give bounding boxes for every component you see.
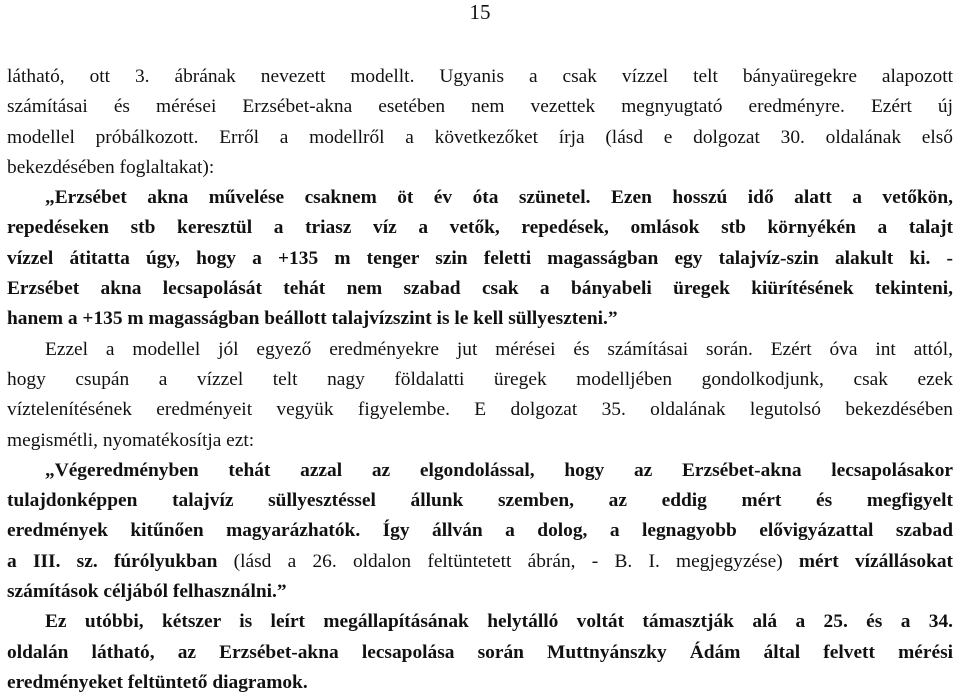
text-run: [591, 187, 611, 208]
bold-text-run: Ez utóbbi, kétszer is leírt megállapításának helytálló voltát támasztják alá a 25. és a 34.: [45, 611, 953, 633]
quote-line: [7, 244, 953, 274]
paragraph-line: [7, 153, 953, 183]
paragraph-line: [7, 668, 953, 698]
paragraph-line: [7, 426, 953, 456]
bold-text-run: tulajdonképpen talajvíz süllyesztéssel állunk szemben, az eddig mért és megfigyelt: [7, 490, 953, 512]
quote-line: [7, 547, 953, 577]
bold-text-run: mért vízállásokat: [798, 550, 954, 572]
text-run: hogy csupán a vízzel telt nagy földalatti üregek modelljében gondolkodjunk, csak ezek: [7, 368, 953, 390]
quote-line: [7, 577, 953, 607]
text-run: bekezdésében foglaltakat):: [7, 156, 215, 178]
text-run: (lásd a 26. oldalon feltüntetett ábrán, - B. I. megjegyzése): [217, 550, 799, 572]
quote-line: [7, 516, 953, 546]
paragraph-line: [7, 335, 953, 365]
document-body: [7, 62, 953, 698]
paragraph-line: [7, 62, 953, 92]
bold-text-run: hanem a +135 m magasságban beállott talajvízszint is le kell süllyeszteni.”: [7, 308, 618, 330]
bold-text-run: számítások céljából felhasználni.”: [7, 581, 287, 603]
paragraph-line: [7, 365, 953, 395]
text-run: látható, ott 3. ábrának nevezett modellt. Ugyanis a csak vízzel telt bányaüregekre alapozott: [7, 66, 953, 87]
bold-text-run: „Erzsébet akna művelése csaknem öt év óta szünetel.: [45, 187, 591, 209]
paragraph-line: [7, 607, 953, 637]
quote-line: [7, 486, 953, 516]
quote-line: [7, 304, 953, 334]
paragraph-line: [7, 638, 953, 668]
bold-text-run: repedéseken stb keresztül a triasz víz a vetők, repedések, omlások stb környékén a talajt: [7, 217, 953, 239]
bold-text-run: vízzel átitatta úgy, hogy a +135 m tenger szin feletti magasságban egy talajvíz-szin alakult ki. -: [7, 247, 953, 269]
text-run: számításai és mérései Erzsébet-akna esetében nem vezettek megnyugtató eredményre. Ezért új: [7, 96, 953, 118]
text-run: megismétli, nyomatékosítja ezt:: [7, 429, 255, 451]
bold-text-run: eredmények kitűnően magyarázhatók. Így állván a dolog, a legnagyobb elővigyázattal szabad: [7, 520, 953, 542]
text-run: Ezzel a modellel jól egyező eredményekre jut mérései és számításai során. Ezért óva int attól,: [45, 338, 953, 360]
paragraph-line: [7, 395, 953, 425]
text-run: víztelenítésének eredményeit vegyük figyelembe. E dolgozat 35. oldalának legutolsó bekezdésében: [7, 399, 953, 421]
page-number: 15: [469, 0, 491, 24]
bold-text-run: oldalán látható, az Erzsébet-akna lecsapolása során Muttnyánszky Ádám által felvett mérési: [7, 641, 953, 663]
quote-line: [7, 213, 953, 243]
bold-text-run: Erzsébet akna lecsapolását tehát nem szabad csak a bányabeli üregek kiürítésének tekinteni,: [7, 278, 953, 300]
bold-text-run: eredményeket feltüntető diagramok.: [7, 671, 308, 693]
paragraph-line: [7, 92, 953, 122]
quote-line: [7, 183, 953, 213]
bold-text-run: a III. sz. fúrólyukban: [7, 550, 218, 572]
quote-line: [7, 274, 953, 304]
text-run: modellel próbálkozott. Erről a modellről a következőket írja (lásd e dolgozat 30. oldalának első: [7, 126, 953, 148]
paragraph-line: [7, 123, 953, 153]
bold-text-run: Ezen hosszú idő alatt a vetőkön,: [610, 187, 953, 209]
quote-line: [7, 456, 953, 486]
bold-text-run: „Végeredményben tehát azzal az elgondolással, hogy az Erzsébet-akna lecsapolásakor: [45, 459, 953, 481]
